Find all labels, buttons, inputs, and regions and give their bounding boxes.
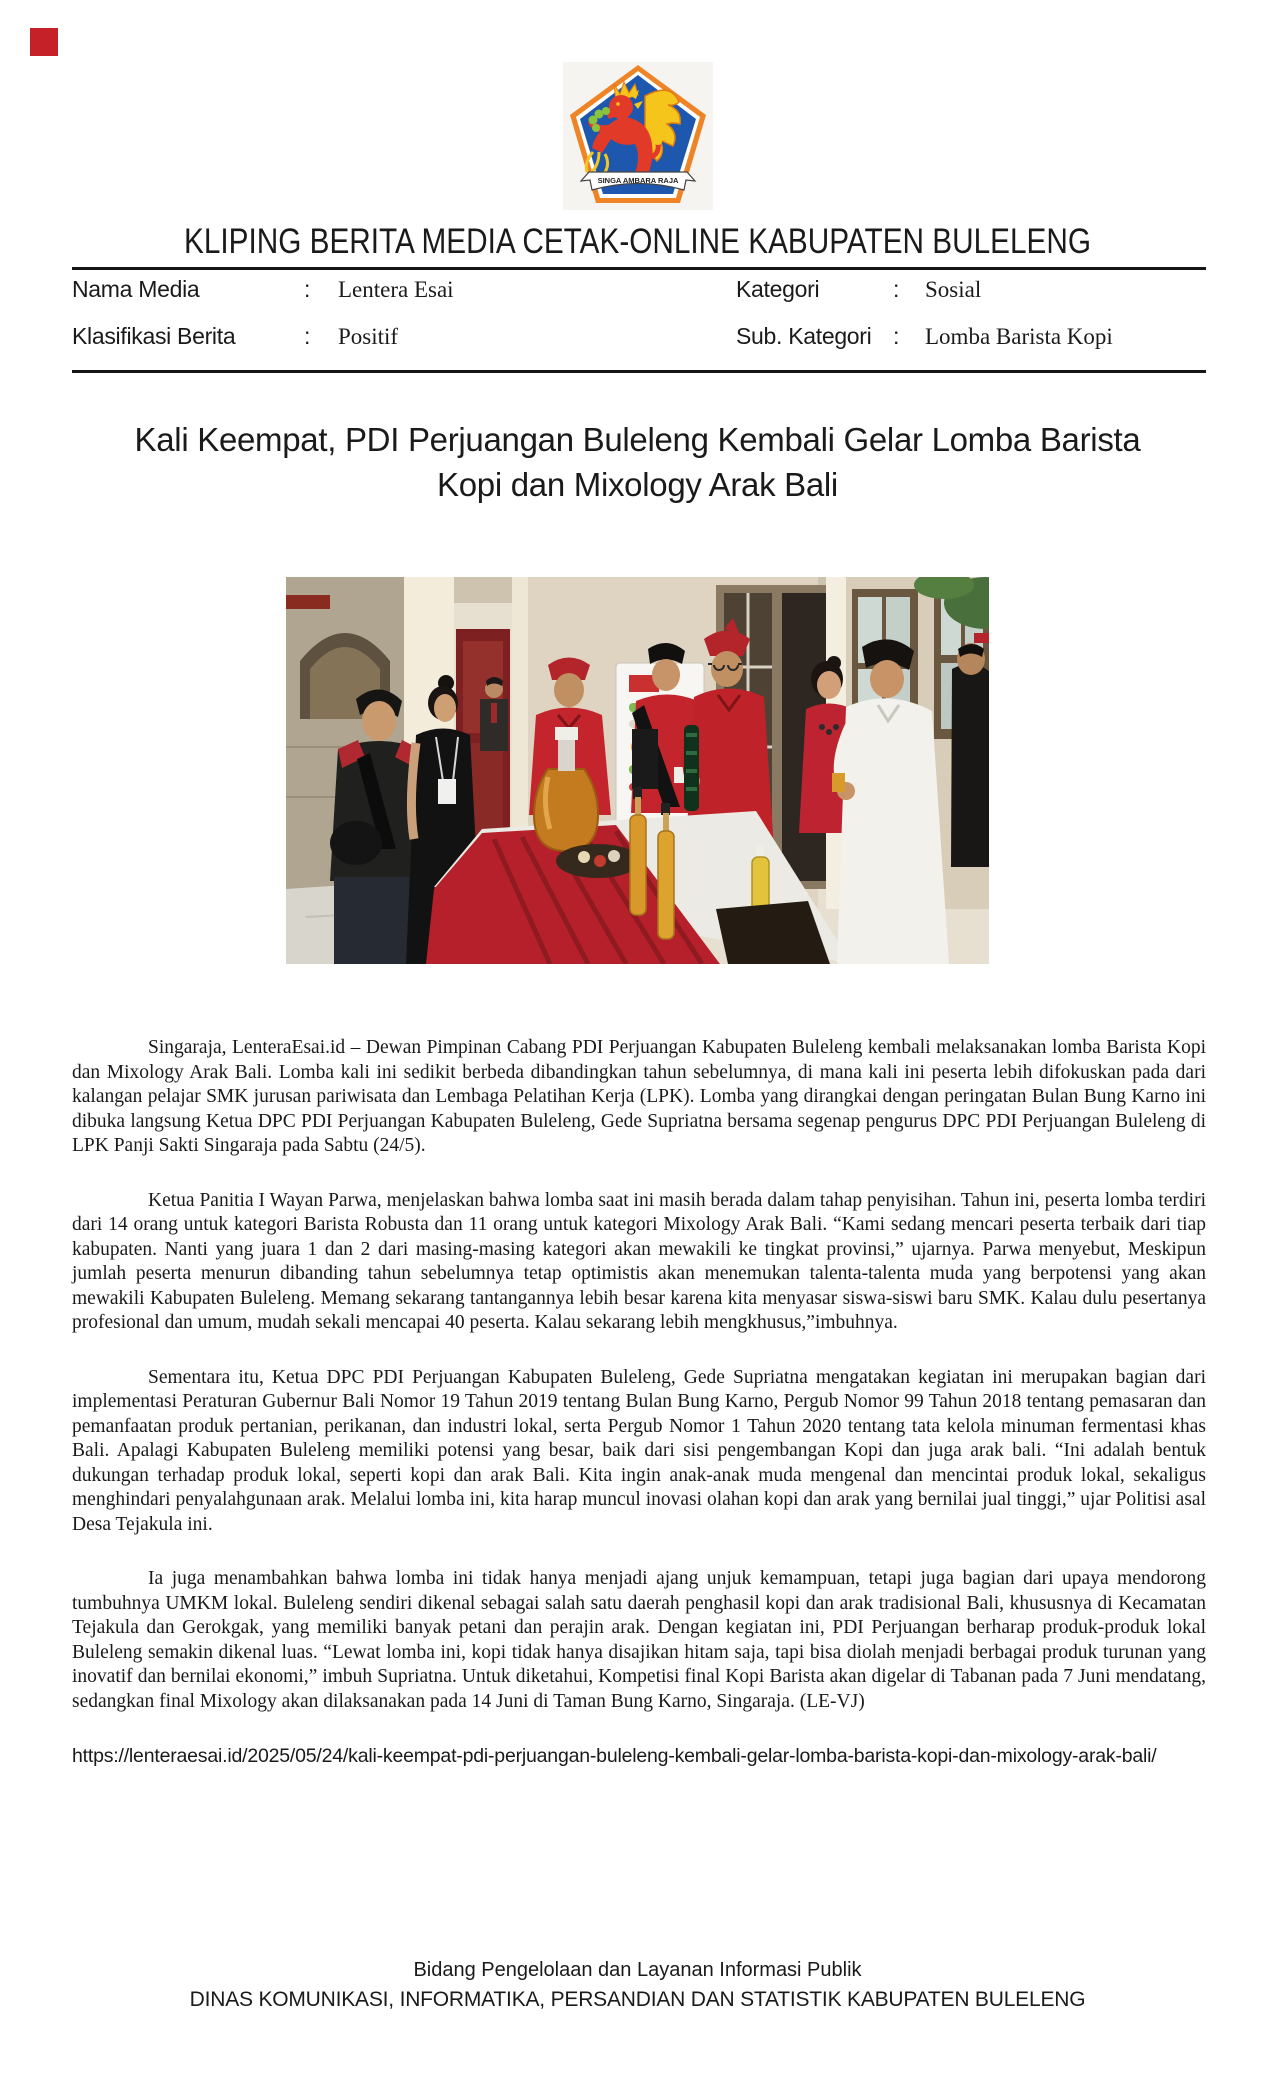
meta-label-klasifikasi-berita: Klasifikasi Berita (72, 323, 236, 349)
media-info-table (72, 276, 1206, 370)
red-corner-mark (30, 28, 58, 56)
meta-label-nama-media: Nama Media (72, 276, 200, 302)
article-title: Kali Keempat, PDI Perjuangan Buleleng Kembali Gelar Lomba Barista Kopi dan Mixology Arak Bali (134, 421, 1141, 503)
media-info-right-column (639, 276, 1206, 370)
article-paragraph: Sementara itu, Ketua DPC PDI Perjuangan Kabupaten Buleleng, Gede Supriatna mengatakan kegiatan ini merupakan bagian dari implementasi Peraturan Gubernur Bali Nomor 19 Tahun 2019 tentang Bulan Bung Karno, Pergub Nomor 99 Tahun 2018 tentang pemasaran dan pemanfaatan produk pertanian, perikanan, dan industri lokal, serta Pergub Nomor 1 Tahun 2020 tentang tata kelola minuman fermentasi khas Bali. Apalagi Kabupaten Buleleng memiliki potensi yang besar, baik dari sisi pengembangan Kopi dan juga arak bali. “Ini adalah bentuk dukungan terhadap produk lokal, seperti kopi dan arak Bali. Kita ingin anak-anak muda mengenal dan mencintai produk lokal, sekaligus menghindari penyalahgunaan arak. Melalui lomba ini, kita harap muncul inovasi olahan kopi dan arak yang bernilai jual tinggi,” ujar Politisi asal Desa Tejakula ini. (72, 1366, 1206, 1535)
document-footer (0, 1956, 1275, 2014)
meta-colon: : (304, 323, 311, 349)
meta-value-nama-media: Lentera Esai (338, 277, 454, 302)
buleleng-logo (563, 0, 713, 210)
meta-row-sub-kategori (736, 323, 1206, 370)
photo-person-far-right (951, 633, 989, 867)
article-paragraph: Singaraja, LenteraEsai.id – Dewan Pimpinan Cabang PDI Perjuangan Kabupaten Buleleng kembali melaksanakan lomba Barista Kopi dan Mixology Arak Bali. Lomba kali ini sedikit berbeda dibandingkan tahun sebelumnya, di mana kali ini peserta lebih difokuskan pada dari kalangan pelajar SMK jurusan pariwisata dan Lembaga Pelatihan Kerja (LPK). Lomba yang dirangkai dengan peringatan Bulan Bung Karno ini dibuka langsung Ketua DPC PDI Perjuangan Kabupaten Buleleng, Gede Supriatna bersama segenap pengurus DPC PDI Perjuangan Buleleng di LPK Panji Sakti Singaraja pada Sabtu (24/5). (72, 1037, 1206, 1156)
meta-colon: : (304, 276, 311, 302)
meta-label-kategori: Kategori (736, 276, 820, 302)
document-title: KLIPING BERITA MEDIA CETAK-ONLINE KABUPATEN BULELENG (183, 222, 1092, 261)
footer-line-2: DINAS KOMUNIKASI, INFORMATIKA, PERSANDIAN DAN STATISTIK KABUPATEN BULELENG (189, 1988, 1086, 2011)
meta-row-kategori (736, 276, 1206, 323)
meta-value-kategori: Sosial (925, 277, 982, 302)
article-body (72, 1036, 1206, 1769)
header-divider-bottom (72, 370, 1206, 373)
photo-food-tray (556, 844, 640, 878)
logo-banner-text: SINGA AMBARA RAJA (597, 176, 678, 185)
meta-value-klasifikasi-berita: Positif (338, 324, 399, 349)
header-divider-top (72, 267, 1206, 270)
meta-colon: : (893, 276, 900, 302)
footer-line-1: Bidang Pengelolaan dan Layanan Informasi Publik (413, 1959, 862, 1981)
meta-colon: : (893, 323, 900, 349)
article-photo-figure (286, 577, 989, 964)
meta-row-nama-media (72, 276, 639, 323)
meta-row-klasifikasi-berita (72, 323, 639, 370)
article-paragraph: Ketua Panitia I Wayan Parwa, menjelaskan bahwa lomba saat ini masih berada dalam tahap penyisihan. Tahun ini, peserta lomba terdiri dari 14 orang untuk kategori Barista Robusta dan 11 orang untuk kategori Mixology Arak Bali. “Kami sedang mencari peserta terbaik dari tiap kabupaten. Nanti yang juara 1 dan 2 dari masing-masing kategori akan mewakili ke tingkat provinsi,” ujarnya. Parwa menyebut, Meskipun jumlah peserta menurun dibanding tahun sebelumnya tetap optimistis akan menemukan talenta-talenta muda yang berpotensi yang akan mewakili Kabupaten Buleleng. Memang sekarang tantangannya lebih besar karena kita menyasar siswa-siswi baru SMK. Kalau dulu pesertanya profesional dan umum, mudah sekali mencapai 40 peserta. Kalau sekarang lebih mengkhusus,”imbuhnya. (72, 1189, 1206, 1333)
media-info-left-column (72, 276, 639, 370)
article-photo (286, 577, 989, 964)
article-paragraph: Ia juga menambahkan bahwa lomba ini tidak hanya menjadi ajang unjuk kemampuan, tetapi juga bagian dari upaya mendorong tumbuhnya UMKM lokal. Buleleng sendiri dikenal sebagai salah satu daerah penghasil kopi dan arak tradisional Bali, khususnya di Kecamatan Tejakula dan Gerokgak, yang memiliki banyak petani dan perajin arak. Dengan kegiatan ini, PDI Perjuangan berharap produk-produk lokal Buleleng semakin dikenal luas. “Lewat lomba ini, kopi tidak hanya disajikan hitam saja, tapi bisa diolah menjadi berbagai produk turunan yang inovatif dan bernilai ekonomi,” imbuh Supriatna. Untuk diketahui, Kompetisi final Kopi Barista akan digelar di Tabanan pada 7 Juni mendatang, sedangkan final Mixology akan dilaksanakan pada 14 Juni di Taman Bung Karno, Singaraja. (LE-VJ) (72, 1568, 1206, 1712)
meta-label-sub-kategori: Sub. Kategori (736, 323, 872, 349)
article-source-url[interactable]: https://lenteraesai.id/2025/05/24/kali-keempat-pdi-perjuangan-buleleng-kembali-gelar-lomba-barista-kopi-dan-mixology-arak-bali/ (72, 1745, 1157, 1767)
meta-value-sub-kategori: Lomba Barista Kopi (925, 324, 1113, 349)
